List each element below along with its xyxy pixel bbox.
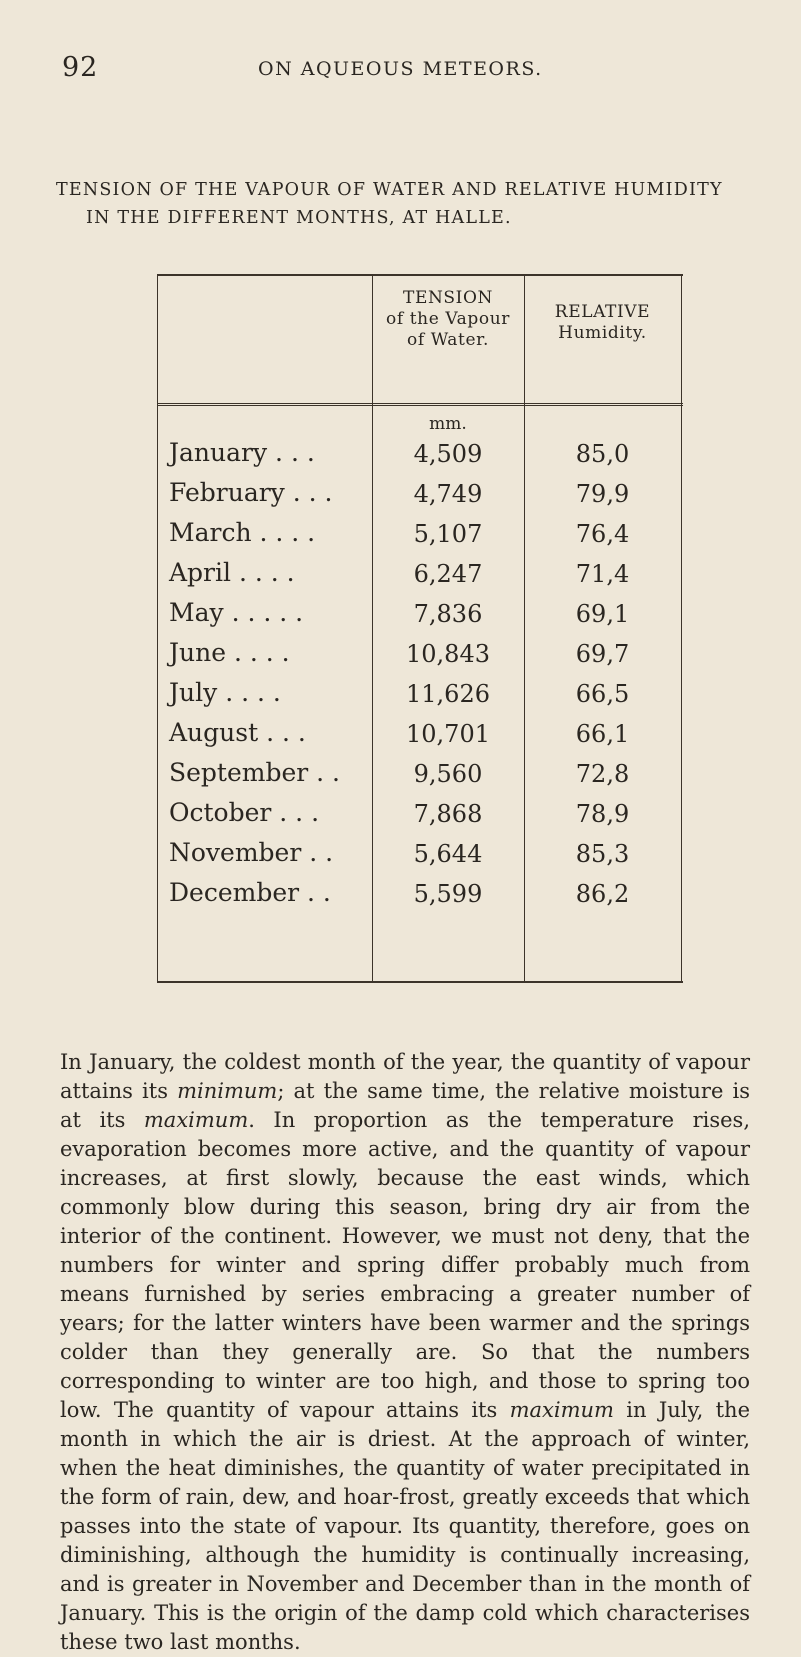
- humidity-cell: 69,7: [575, 640, 630, 668]
- month-cell: December . .: [169, 878, 331, 907]
- month-cell: January . . .: [169, 438, 315, 467]
- humidity-cell: 76,4: [575, 520, 630, 548]
- table-row: [157, 878, 683, 912]
- table-row: [157, 718, 683, 752]
- table-row: [157, 438, 683, 472]
- tension-cell: 5,644: [413, 840, 483, 868]
- running-head: [62, 52, 752, 92]
- body-text-italic: minimum: [177, 1079, 278, 1103]
- body-text-italic: maximum: [509, 1398, 614, 1422]
- humidity-cell: 79,9: [575, 480, 630, 508]
- table-row: [157, 678, 683, 712]
- tension-cell: 5,599: [413, 880, 483, 908]
- table-row: [157, 598, 683, 632]
- body-text: . In proportion as the temperature rises, evaporation becomes more active, and the quantity of vapour increases, at first slowly, because the east winds, which commonly blow during this season, bring dry air from the interior of the continent. However, we must not deny, that the numbers for winter and spring differ probably much from means furnished by series embracing a greater number of years; for the latter winters have been warmer and the springs colder than they generally are. So that the numbers corresponding to winter are too high, and those to spring too low. The quantity of vapour attains its: [60, 1108, 751, 1422]
- body-text: In January, the coldest month of the year, the quantity of vapour attains its: [60, 1050, 750, 1103]
- body-text: ; at the same time, the relative moisture is at its: [60, 1079, 751, 1132]
- humidity-cell: 71,4: [575, 560, 630, 588]
- humidity-cell: 78,9: [575, 800, 630, 828]
- body-text: in July, the month in which the air is driest. At the approach of winter, when the heat diminishes, the quantity of water precipitated in the form of rain, dew, and hoar-frost, greatly exceeds that which passes into the state of vapour. Its quantity, therefore, goes on diminishing, although the humidity is continually increasing, and is greater in November and December than in the month of January. This is the origin of the damp cold which characterises these two last months.: [60, 1398, 750, 1654]
- humidity-cell: 85,3: [575, 840, 630, 868]
- table-row: [157, 558, 683, 592]
- month-cell: September . .: [169, 758, 341, 787]
- column-header-line: Humidity.: [558, 323, 647, 343]
- humidity-cell: 66,1: [575, 720, 630, 748]
- column-header-humidity: [524, 302, 681, 344]
- column-header-line: TENSION: [403, 288, 493, 308]
- tension-cell: 5,107: [413, 520, 483, 548]
- tension-cell: 10,843: [406, 640, 490, 668]
- tension-cell: 4,749: [413, 480, 483, 508]
- table-row: [157, 798, 683, 832]
- table-title: [56, 176, 756, 232]
- column-header-line: of the Vapour: [385, 309, 511, 329]
- tension-cell: 11,626: [406, 680, 490, 708]
- month-cell: May . . . . .: [169, 598, 304, 627]
- tension-cell: 7,868: [413, 800, 483, 828]
- running-title: ON AQUEOUS METEORS.: [258, 58, 543, 80]
- humidity-cell: 66,5: [575, 680, 630, 708]
- tension-cell: 6,247: [413, 560, 483, 588]
- tension-unit: mm.: [429, 414, 467, 434]
- table-row: [157, 838, 683, 872]
- humidity-cell: 86,2: [575, 880, 630, 908]
- table-bottom-rule: [157, 981, 683, 983]
- humidity-cell: 85,0: [575, 440, 630, 468]
- table-row: [157, 478, 683, 512]
- table-top-rule: [157, 274, 683, 276]
- month-cell: October . . .: [169, 798, 320, 827]
- tension-cell: 9,560: [413, 760, 483, 788]
- tension-cell: 4,509: [413, 440, 483, 468]
- column-header-tension: [372, 288, 524, 351]
- tension-cell: 10,701: [406, 720, 490, 748]
- humidity-cell: 69,1: [575, 600, 630, 628]
- body-text-italic: maximum: [143, 1108, 249, 1132]
- month-cell: April . . . .: [169, 558, 295, 587]
- month-cell: February . . .: [169, 478, 333, 507]
- table-row: [157, 758, 683, 792]
- page-number: 92: [62, 52, 99, 83]
- month-cell: July . . . .: [169, 678, 281, 707]
- body-paragraph: [60, 1048, 750, 1657]
- column-header-line: of Water.: [406, 330, 490, 350]
- column-header-line: RELATIVE: [554, 302, 651, 322]
- table-title-line-2: IN THE DIFFERENT MONTHS, AT HALLE.: [86, 208, 512, 228]
- month-cell: June . . . .: [169, 638, 290, 667]
- humidity-cell: 72,8: [575, 760, 630, 788]
- table-row: [157, 638, 683, 672]
- month-cell: August . . .: [169, 718, 306, 747]
- tension-cell: 7,836: [413, 600, 483, 628]
- month-cell: November . .: [169, 838, 334, 867]
- table-title-line-1: TENSION OF THE VAPOUR OF WATER AND RELATIVE HUMIDITY: [56, 180, 723, 200]
- data-table: [157, 274, 683, 984]
- table-row: [157, 518, 683, 552]
- month-cell: March . . . .: [169, 518, 316, 547]
- table-header-rule: [157, 403, 683, 406]
